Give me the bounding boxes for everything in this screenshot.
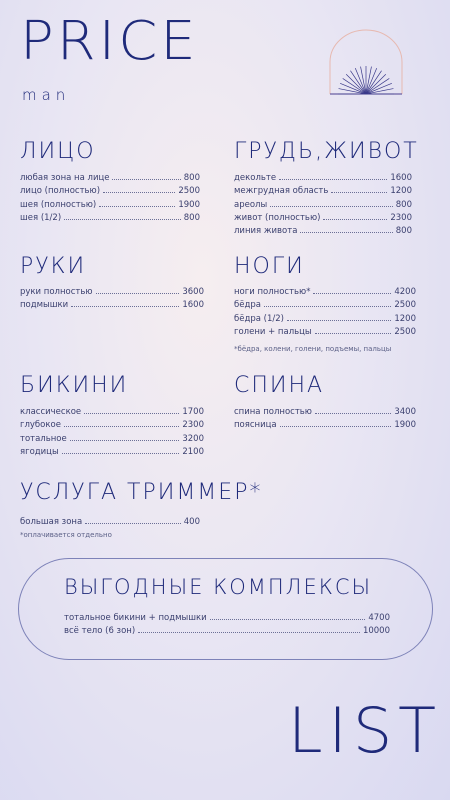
footnote-legs: *бёдра, колени, голени, подъемы, пальцы: [234, 345, 392, 353]
list-item: голени + пальцы 2500: [234, 326, 416, 337]
page-title: PRICE: [20, 10, 199, 73]
list-item: тотальное 3200: [20, 433, 204, 444]
footnote-trimmer: *оплачивается отдельно: [20, 531, 112, 539]
section-title-legs: НОГИ: [234, 254, 305, 279]
section-title-chest: ГРУДЬ,ЖИВОТ: [234, 139, 419, 164]
price-list-combos: [64, 610, 390, 636]
list-item: глубокое 2300: [20, 420, 204, 431]
list-item: спина полностью 3400: [234, 407, 416, 418]
list-item: тотальное бикини + подмышки 4700: [64, 613, 390, 624]
list-item: межгрудная область 1200: [234, 186, 412, 197]
section-title-arms: РУКИ: [20, 254, 87, 279]
list-item: всё тело (6 зон) 10000: [64, 626, 390, 637]
list-item: бёдра 2500: [234, 300, 416, 311]
footer-title: LIST: [288, 694, 443, 767]
list-item: декольте 1600: [234, 173, 412, 184]
list-item: любая зона на лице 800: [20, 173, 200, 184]
list-item: подмышки 1600: [20, 300, 204, 311]
sunburst-arch-icon: [326, 28, 406, 98]
section-title-face: ЛИЦО: [20, 139, 96, 164]
list-item: шея (1/2) 800: [20, 212, 200, 223]
page-subtitle: man: [22, 86, 71, 104]
section-title-trimmer: УСЛУГА ТРИММЕР*: [20, 480, 263, 505]
price-list-trimmer: [20, 514, 200, 527]
list-item: ареолы 800: [234, 199, 412, 210]
list-item: бёдра (1/2) 1200: [234, 313, 416, 324]
section-title-bikini: БИКИНИ: [20, 373, 129, 398]
price-list-arms: [20, 284, 204, 310]
section-title-back: СПИНА: [234, 373, 325, 398]
price-list-face: [20, 170, 200, 223]
combos-panel: [18, 558, 433, 660]
list-item: ягодицы 2100: [20, 446, 204, 457]
price-list-chest: [234, 170, 412, 236]
list-item: линия живота 800: [234, 225, 412, 236]
price-list-legs: [234, 284, 416, 337]
list-item: шея (полностью) 1900: [20, 199, 200, 210]
section-title-combos: ВЫГОДНЫЕ КОМПЛЕКСЫ: [64, 575, 373, 599]
list-item: живот (полностью) 2300: [234, 212, 412, 223]
list-item: лицо (полностью) 2500: [20, 186, 200, 197]
list-item: большая зона 400: [20, 517, 200, 528]
list-item: руки полностью 3600: [20, 287, 204, 298]
list-item: поясница 1900: [234, 420, 416, 431]
list-item: ноги полностью* 4200: [234, 287, 416, 298]
price-list-back: [234, 404, 416, 430]
list-item: классическое 1700: [20, 407, 204, 418]
price-list-bikini: [20, 404, 204, 457]
